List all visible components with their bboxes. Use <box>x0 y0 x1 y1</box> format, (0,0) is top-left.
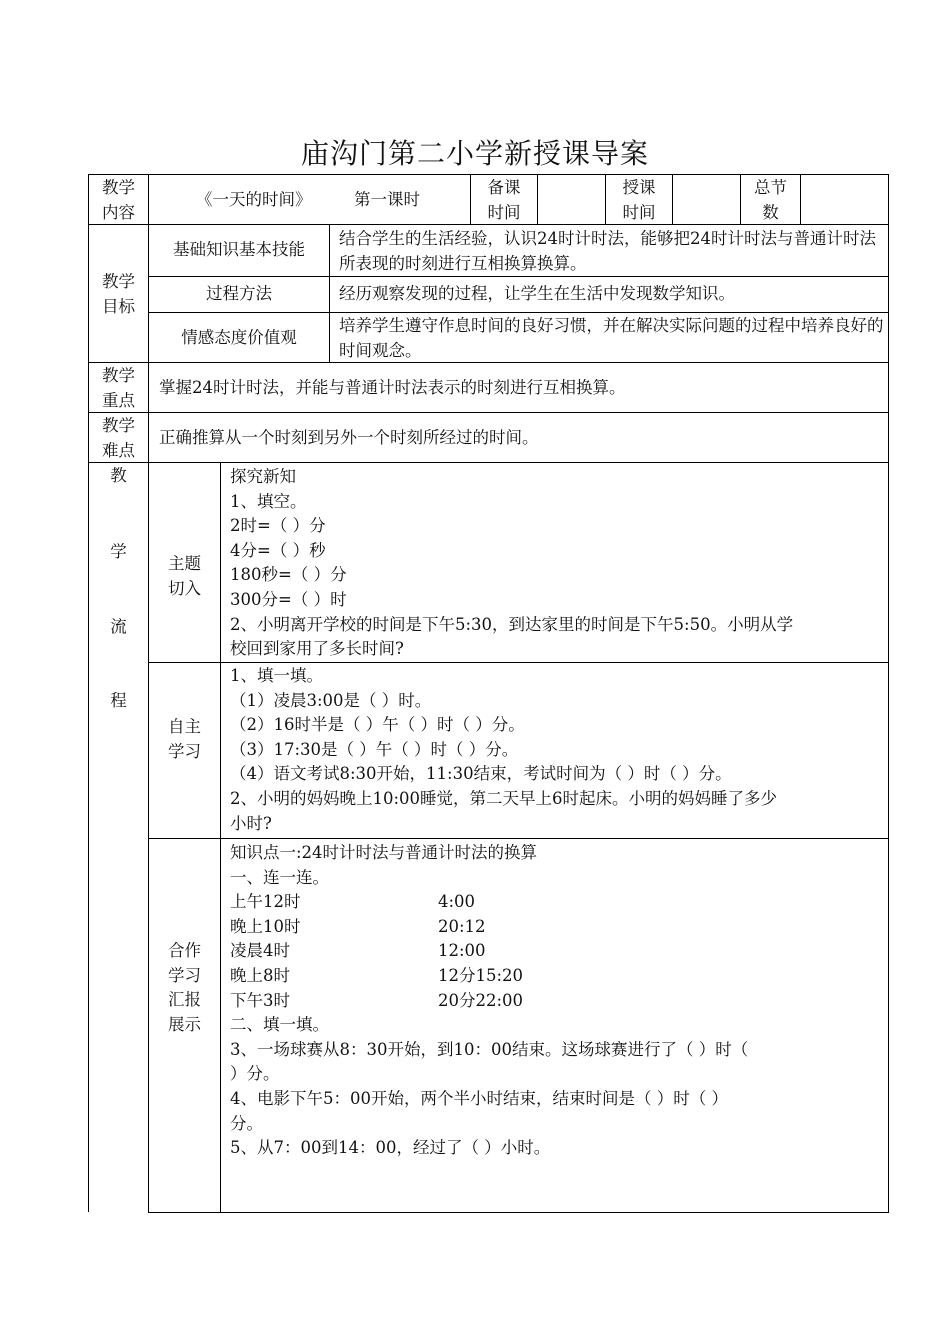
section-body: 探究新知 1、填空。 2时=（ ）分 4分=（ ）秒 180秒=（ ）分 300分=（ ）时 2、小明离开学校的时间是下午5:30，到达家里的时间是下午5:50。小明从学 校回到家用了多长时间? <box>230 467 794 659</box>
goals-label: 教学 目标 <box>102 272 135 316</box>
total-periods-label: 总节 数 <box>754 178 787 222</box>
goal-name: 情感态度价值观 <box>181 328 297 347</box>
process-label-char: 流 <box>110 617 127 636</box>
key-point-label: 教学 重点 <box>102 366 135 410</box>
match-right-column: 4:00 20:12 12:00 12分15:20 20分22:00 <box>438 892 524 1010</box>
section-body: 1、填一填。 （1）凌晨3:00是（ ）时。 （2）16时半是（ ）午（ ）时（ ）分。 （3）17:30是（ ）午（ ）时（ ）分。 （4）语文考试8:30开始，11:30结束，考试时间为（ ）时（ ）分。 2、小明的妈妈晚上10:00睡觉，第二天早上6时起床。小明的妈妈睡了多少 小时? <box>230 666 778 833</box>
goal-name: 基础知识基本技能 <box>173 240 305 259</box>
lesson-period: 第一课时 <box>354 190 420 209</box>
goal-text: 结合学生的生活经验，认识24时计时法，能够把24时计时法与普通计时法所表现的时刻进行互相换算换算。 <box>339 229 876 273</box>
difficulty-label: 教学 难点 <box>102 416 135 460</box>
section-label: 自主 学习 <box>168 717 201 761</box>
process-label-char: 学 <box>110 542 127 561</box>
page-title: 庙沟门第二小学新授课导案 <box>300 137 649 170</box>
content-label: 教学 内容 <box>102 178 135 222</box>
goal-text: 培养学生遵守作息时间的良好习惯，并在解决实际问题的过程中培养良好的时间观念。 <box>339 316 884 360</box>
section-label: 主题 切入 <box>168 554 201 598</box>
key-point-text: 掌握24时计时法，并能与普通计时法表示的时刻进行互相换算。 <box>159 378 626 397</box>
goal-name: 过程方法 <box>206 284 272 303</box>
goal-text: 经历观察发现的过程，让学生在生活中发现数学知识。 <box>339 284 735 303</box>
teach-time-label: 授课 时间 <box>622 178 656 222</box>
prep-time-label: 备课 时间 <box>487 178 521 222</box>
process-label-char: 教 <box>110 466 127 485</box>
lesson-name: 《一天的时间》 <box>196 190 312 209</box>
match-left-column: 上午12时 晚上10时 凌晨4时 晚上8时 下午3时 <box>230 892 301 1010</box>
process-label-char: 程 <box>110 691 127 710</box>
section-label: 合作 学习 汇报 展示 <box>168 941 201 1034</box>
difficulty-text: 正确推算从一个时刻到另外一个时刻所经过的时间。 <box>159 428 539 447</box>
matching-exercise <box>230 890 748 1013</box>
section-body: 知识点一:24时计时法与普通计时法的换算 一、连一连。 上午12时 晚上10时 凌晨4时 晚上8时 下午3时 4:00 20:12 12:00 12分15:20 20分22:00 二、填一填。 3、一场球赛从8：30开始，到10：00结束。这场球赛进行了（ ）时（ ）分。 4、电影下午5：00开始，两个半小时结束，结束时间是（ ）时（ ） 分。 5、从7：00到14：00，经过了（ ）小时。 <box>230 843 749 1158</box>
